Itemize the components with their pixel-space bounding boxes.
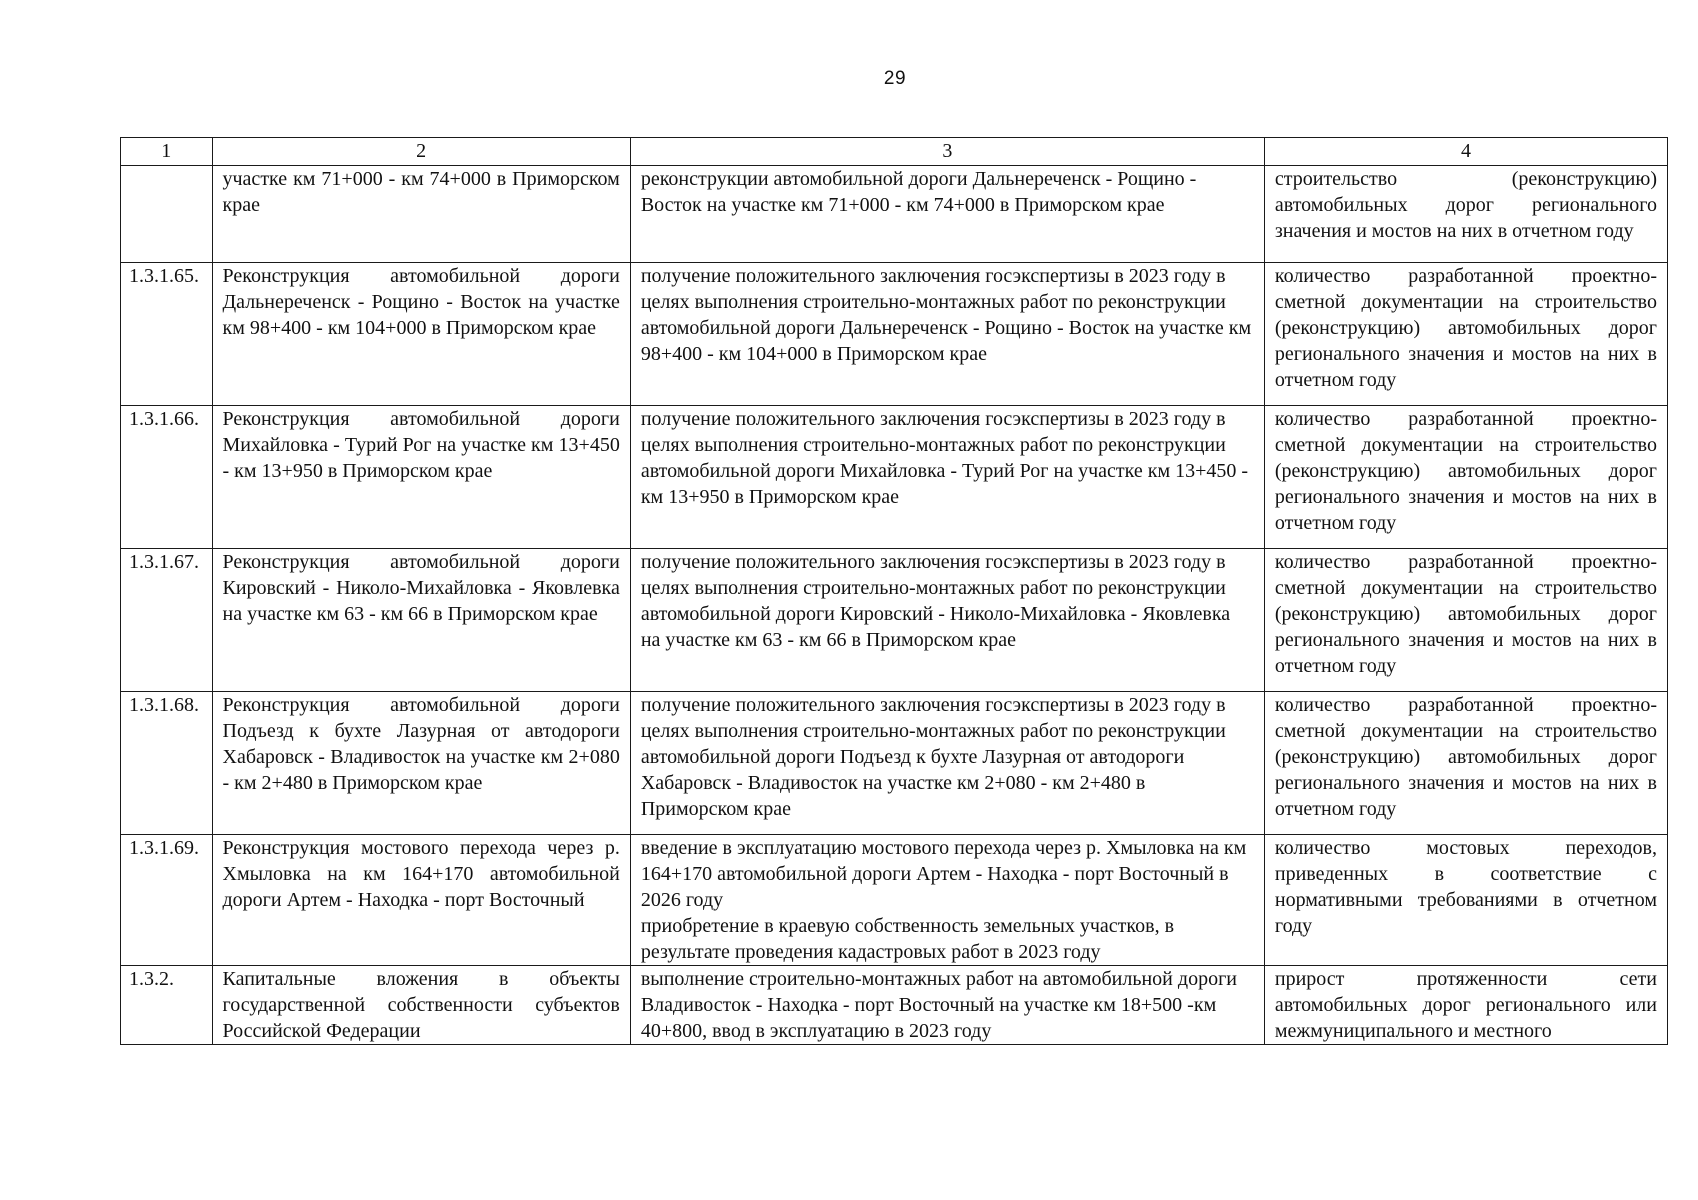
- program-table: [120, 137, 1668, 1045]
- column-header-2: 2: [212, 138, 630, 166]
- result-line: реконструкции автомобильной дороги Дальнереченск - Рощино - Восток на участке км 71+000 - км 74+000 в Приморском крае: [640, 168, 1197, 216]
- indicator-link: количество мостовых переходов, приведенных в соответствие с нормативными требованиями в отчетном году: [1264, 835, 1667, 966]
- column-header-3: 3: [630, 138, 1264, 166]
- event-description: Реконструкция автомобильной дороги Дальнереченск - Рощино - Восток на участке км 98+400 - км 104+000 в Приморском крае: [212, 263, 630, 406]
- table-row: [121, 966, 1668, 1045]
- event-description: Реконструкция автомобильной дороги Подъезд к бухте Лазурная от автодороги Хабаровск - Владивосток на участке км 2+080 - км 2+480 в Приморском крае: [212, 692, 630, 835]
- expected-result: [630, 263, 1264, 406]
- result-line: выполнение строительно-монтажных работ на автомобильной дороги Владивосток - Находка - порт Восточный на участке км 18+500 -км 40+800, ввод в эксплуатацию в 2023 году: [640, 968, 1237, 1042]
- page-number: 29: [883, 68, 907, 89]
- table-row: [121, 549, 1668, 692]
- column-header-4: 4: [1264, 138, 1667, 166]
- indicator-link: прирост протяженности сети автомобильных дорог регионального или межмуниципального и местного: [1264, 966, 1667, 1045]
- row-number: 1.3.1.69.: [121, 835, 213, 966]
- result-line: получение положительного заключения госэкспертизы в 2023 году в целях выполнения строительно-монтажных работ по реконструкции автомобильной дороги Подъезд к бухте Лазурная от автодороги Хабаровск - Владивосток на участке км 2+080 - км 2+480 в Приморском крае: [640, 694, 1226, 820]
- expected-result: [630, 692, 1264, 835]
- result-line: получение положительного заключения госэкспертизы в 2023 году в целях выполнения строительно-монтажных работ по реконструкции автомобильной дороги Михайловка - Турий Рог на участке км 13+450 - км 13+950 в Приморском крае: [640, 408, 1249, 508]
- expected-result: [630, 835, 1264, 966]
- indicator-link: количество разработанной проектно-сметной документации на строительство (реконструкцию) автомобильных дорог регионального значения и мостов на них в отчетном году: [1264, 692, 1667, 835]
- expected-result: [630, 166, 1264, 263]
- event-description: участке км 71+000 - км 74+000 в Приморском крае: [212, 166, 630, 263]
- indicator-link: количество разработанной проектно-сметной документации на строительство (реконструкцию) автомобильных дорог регионального значения и мостов на них в отчетном году: [1264, 406, 1667, 549]
- table-row: [121, 692, 1668, 835]
- result-line: введение в эксплуатацию мостового перехода через р. Хмыловка на км 164+170 автомобильной дороги Артем - Находка - порт Восточный в 2026 году: [640, 837, 1247, 911]
- column-header-1: 1: [121, 138, 213, 166]
- indicator-link: количество разработанной проектно-сметной документации на строительство (реконструкцию) автомобильных дорог регионального значения и мостов на них в отчетном году: [1264, 263, 1667, 406]
- event-description: Капитальные вложения в объекты государственной собственности субъектов Российской Федерации: [212, 966, 630, 1045]
- table-row: [121, 166, 1668, 263]
- table-header: [121, 138, 1668, 166]
- indicator-link: количество разработанной проектно-сметной документации на строительство (реконструкцию) автомобильных дорог регионального значения и мостов на них в отчетном году: [1264, 549, 1667, 692]
- table-row: [121, 263, 1668, 406]
- result-line: получение положительного заключения госэкспертизы в 2023 году в целях выполнения строительно-монтажных работ по реконструкции автомобильной дороги Кировский - Николо-Михайловка - Яковлевка на участке км 63 - км 66 в Приморском крае: [640, 551, 1231, 651]
- table-body: [121, 166, 1668, 1045]
- row-number: 1.3.1.67.: [121, 549, 213, 692]
- row-number: 1.3.1.66.: [121, 406, 213, 549]
- event-description: Реконструкция автомобильной дороги Кировский - Николо-Михайловка - Яковлевка на участке км 63 - км 66 в Приморском крае: [212, 549, 630, 692]
- result-line: получение положительного заключения госэкспертизы в 2023 году в целях выполнения строительно-монтажных работ по реконструкции автомобильной дороги Дальнереченск - Рощино - Восток на участке км 98+400 - км 104+000 в Приморском крае: [640, 265, 1252, 365]
- expected-result: [630, 406, 1264, 549]
- table-row: [121, 835, 1668, 966]
- expected-result: [630, 549, 1264, 692]
- table-row: [121, 406, 1668, 549]
- row-number: 1.3.1.68.: [121, 692, 213, 835]
- event-description: Реконструкция мостового перехода через р. Хмыловка на км 164+170 автомобильной дороги Артем - Находка - порт Восточный: [212, 835, 630, 966]
- row-number: 1.3.1.65.: [121, 263, 213, 406]
- row-number: [121, 166, 213, 263]
- result-line: приобретение в краевую собственность земельных участков, в результате проведения кадастровых работ в 2023 году: [640, 915, 1175, 963]
- event-description: Реконструкция автомобильной дороги Михайловка - Турий Рог на участке км 13+450 - км 13+950 в Приморском крае: [212, 406, 630, 549]
- indicator-link: строительство (реконструкцию) автомобильных дорог регионального значения и мостов на них в отчетном году: [1264, 166, 1667, 263]
- expected-result: [630, 966, 1264, 1045]
- header-row: [121, 138, 1668, 166]
- row-number: 1.3.2.: [121, 966, 213, 1045]
